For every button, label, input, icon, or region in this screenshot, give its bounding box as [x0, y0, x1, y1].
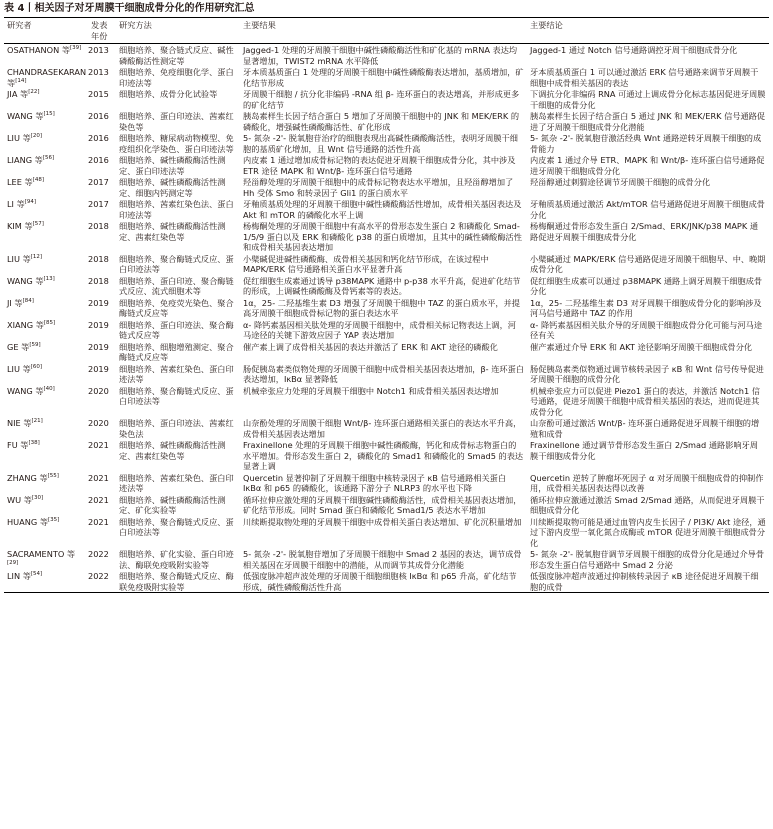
table-row	[4, 570, 769, 593]
reference-number: [94]	[24, 199, 37, 205]
reference-number: [35]	[48, 516, 60, 523]
researcher-name: LIN 等	[7, 571, 31, 581]
cell-year: 2020	[88, 385, 109, 396]
reference-number: [85]	[43, 319, 56, 326]
cell-result: 小檗碱促进碱性磷酸酶、成骨相关基因和钙化结节形成，在该过程中 MAPK/ERK 信号通路相关蛋白水平显著升高	[243, 253, 489, 274]
cell-researcher	[4, 385, 88, 418]
reference-number: [84]	[22, 297, 34, 304]
cell-method: 细胞培养、聚合酶链式反应、蛋白印迹法等	[119, 516, 234, 537]
cell-conclusion: Quercetin 逆转了肿瘤坏死因子 α 对牙周膜干细胞成骨的抑制作用，成骨相关基因表达得以改善	[530, 472, 764, 493]
researcher-name: LEE 等	[7, 177, 33, 187]
table-row	[4, 472, 769, 494]
cell-method: 细胞培养、蛋白印迹法、茜素红染色等	[119, 111, 234, 132]
researcher-name: GE 等	[7, 341, 30, 352]
cell-method: 细胞培养、聚合酶链式反应、蛋白印迹法等	[119, 385, 234, 406]
researcher-name: ZHANG 等	[7, 472, 48, 483]
cell-researcher	[4, 220, 88, 253]
cell-result: 催产素上调了成骨相关基因的表达并激活了 ERK 和 AKT 途径的磷酸化	[243, 341, 498, 352]
reference-number: [57]	[32, 221, 44, 227]
cell-researcher	[4, 44, 88, 67]
cell-result: 牙本质基质蛋白 1 处理的牙周膜干细胞中碱性磷酸酶表达增加，基质增加，矿化结节形成	[243, 67, 524, 88]
researcher-name: SACRAMENTO 等	[7, 549, 76, 559]
table-row	[4, 132, 769, 154]
cell-conclusion: 催产素通过介导 ERK 和 AKT 途径影响牙周膜干细胞成骨分化	[530, 341, 753, 352]
cell-result: 山奈酚处理的牙周膜干细胞 Wnt/β- 连环蛋白通路相关蛋白的表达水平升高，成骨相关基因表达增加	[243, 418, 522, 439]
cell-method: 细胞培养、免疫荧光染色、聚合酶链式反应等	[119, 297, 234, 318]
cell-researcher	[4, 176, 88, 198]
table-row	[4, 363, 769, 385]
header-year: 发表年份	[88, 18, 116, 44]
cell-method: 细胞培养、蛋白印迹、聚合酶链式反应、流式细胞术等	[119, 275, 234, 296]
cell-conclusion: 川续断提取物可能是通过血管内皮生长因子 / PI3K/ Akt 途径，通过下游内皮型一氧化氮合成酶或 mTOR 促进牙周膜干细胞成骨分化	[530, 516, 766, 548]
cell-year: 2013	[88, 45, 109, 55]
cell-year: 2015	[88, 89, 109, 99]
cell-researcher	[4, 132, 88, 154]
cell-method: 细胞培养、碱性磷酸酶活性测定、茜素红染色等	[119, 221, 226, 242]
header-method: 研究方法	[116, 18, 240, 44]
cell-method: 细胞培养、聚合酶链式反应、酶联免疫吸附实验等	[116, 570, 240, 593]
cell-conclusion: 下调抗分化非编码 RNA 可通过上调成骨分化标志基因促进牙周膜干细胞的成骨分化	[530, 89, 766, 110]
cell-conclusion: 肠促胰岛素类似物通过调节核转录因子 κB 和 Wnt 信号传导促进牙周膜干细胞的成骨分化	[530, 363, 764, 384]
table-row	[4, 516, 769, 549]
cell-method: 细胞培养、碱性磷酸酶活性测定、细胞内钙测定等	[119, 177, 226, 198]
cell-researcher	[4, 516, 88, 549]
header-row	[4, 18, 769, 44]
researcher-name: JIA 等	[7, 89, 29, 99]
cell-result: 胰岛素样生长因子结合蛋白 5 增加了牙周膜干细胞中的 JNK 和 MEK/ERK 的磷酸化，增强碱性磷酸酶活性、矿化形成	[243, 111, 520, 132]
cell-year: 2013	[88, 67, 109, 77]
header-researcher: 研究者	[4, 18, 88, 44]
cell-conclusion: Fraxinellone 通过调节骨形态发生蛋白 2/Smad 通路影响牙周膜干细胞成骨分化	[530, 440, 758, 461]
table-row	[4, 297, 769, 319]
reference-number: [48]	[32, 177, 44, 183]
cell-conclusion: α- 降钙素基因相关肽介导的牙周膜干细胞成骨分化可能与河马途径有关	[530, 319, 763, 340]
cell-conclusion: 循环拉伸应激通过激活 Smad 2/Smad 通路，从而促进牙周膜干细胞成骨分化	[530, 494, 765, 515]
cell-conclusion: 机械牵张应力可以促进 Piezo1 蛋白的表达，并激活 Notch1 信号通路，促进牙周膜干细胞中成骨相关基因的表达，进而促进其成骨分化	[530, 385, 760, 417]
cell-year: 2019	[88, 341, 109, 352]
summary-table	[4, 17, 769, 593]
cell-researcher	[4, 363, 88, 385]
cell-conclusion: 山奈酚可通过激活 Wnt/β- 连环蛋白通路促进牙周膜干细胞的增殖和成骨	[530, 418, 760, 439]
table-row	[4, 66, 769, 88]
cell-conclusion: 杨梅酮通过骨形态发生蛋白 2/Smad、ERK/JNK/p38 MAPK 通路促进牙周膜干细胞成骨分化	[530, 221, 759, 242]
table-caption: 表 4丨相关因子对牙周膜干细胞成骨分化的作用研究汇总	[4, 3, 255, 14]
cell-researcher	[4, 275, 88, 297]
reference-number: [21]	[31, 418, 43, 424]
cell-researcher	[4, 198, 88, 220]
cell-result: Jagged-1 处理的牙周膜干细胞中碱性磷酸酶活性和矿化基的 mRNA 表达均显著增加，TWIST2 mRNA 水平降低	[243, 45, 518, 66]
cell-year: 2017	[88, 199, 109, 209]
table-row	[4, 154, 769, 176]
reference-number: [40]	[43, 385, 55, 392]
reference-number: [12]	[30, 253, 43, 260]
cell-year: 2016	[88, 133, 109, 143]
reference-number: [39]	[70, 45, 82, 51]
cell-conclusion: 5- 氮杂 -2'- 脱氧胞苷激活经典 Wnt 通路逆转牙周膜干细胞的成骨能力	[530, 133, 762, 154]
reference-number: [60]	[30, 363, 43, 370]
cell-method: 细胞培养、蛋白印迹法、茜素红染色法	[119, 418, 234, 439]
researcher-name: LI 等	[7, 199, 25, 209]
researcher-name: OSATHANON 等	[7, 45, 71, 55]
cell-researcher	[4, 472, 88, 494]
reference-number: [15]	[43, 111, 55, 117]
researcher-name: WANG 等	[7, 385, 44, 396]
researcher-name: LIU 等	[7, 363, 31, 374]
reference-number: [29]	[7, 559, 19, 566]
cell-year: 2018	[88, 221, 109, 231]
reference-number: [20]	[30, 133, 43, 139]
cell-year: 2017	[88, 177, 109, 187]
table-row	[4, 220, 769, 253]
researcher-name: HUANG 等	[7, 516, 49, 527]
cell-method: 细胞培养、细胞增殖测定、聚合酶链式反应等	[119, 341, 234, 362]
cell-method: 细胞培养、碱性磷酸酶活性测定、茜素红染色等	[119, 440, 226, 461]
cell-researcher	[4, 417, 88, 439]
cell-conclusion: 5- 氮杂 -2'- 脱氧胞苷调节牙周膜干细胞的成骨分化是通过介导骨形态发生蛋白信号通路中 Smad 2 分泌	[530, 549, 765, 570]
cell-researcher	[4, 439, 88, 472]
cell-method: 细胞培养、聚合酶链式反应、蛋白印迹法等	[119, 253, 234, 274]
reference-number: [30]	[31, 494, 44, 501]
cell-method: 细胞培养、碱性磷酸酶活性测定、矿化实验等	[119, 494, 226, 515]
cell-researcher	[4, 66, 88, 88]
cell-researcher	[4, 341, 88, 363]
researcher-name: KIM 等	[7, 221, 33, 231]
table-row	[4, 198, 769, 220]
researcher-name: WANG 等	[7, 275, 44, 286]
cell-year: 2016	[88, 111, 109, 121]
table-row	[4, 88, 769, 110]
cell-conclusion: 牙釉质基质通过激活 Akt/mTOR 信号通路促进牙周膜干细胞成骨分化	[530, 199, 765, 220]
cell-conclusion: 促红细胞生成素可以通过 p38MAPK 通路上调牙周膜干细胞成骨分化	[530, 275, 763, 296]
cell-conclusion: 羟甾醇通过刺猬途径调节牙周膜干细胞的成骨分化	[530, 177, 711, 187]
cell-researcher	[4, 154, 88, 176]
cell-year: 2019	[88, 363, 109, 374]
researcher-name: LIU 等	[7, 133, 31, 143]
cell-researcher	[4, 494, 88, 516]
cell-method: 细胞培养、聚合链式反应、碱性磷酸酶活性测定等	[119, 45, 234, 66]
cell-conclusion: 牙本质基质蛋白 1 可以通过激活 ERK 信号通路来调节牙周膜干细胞中成骨相关基因的表达	[530, 67, 759, 88]
header-conclusion: 主要结论	[527, 18, 769, 44]
cell-year: 2018	[88, 275, 109, 286]
reference-number: [14]	[15, 77, 27, 84]
reference-number: [38]	[28, 440, 40, 446]
table-row	[4, 44, 769, 67]
researcher-name: WANG 等	[7, 111, 44, 121]
researcher-name: XIANG 等	[7, 319, 44, 330]
table-row	[4, 494, 769, 516]
table-row	[4, 385, 769, 418]
cell-conclusion: 低强度脉冲超声波通过抑制核转录因子 κB 途径促进牙周膜干细胞的成骨	[527, 570, 769, 593]
cell-method: 细胞培养、茜素红染色、蛋白印迹法等	[119, 472, 234, 493]
reference-number: [54]	[30, 571, 43, 577]
researcher-name: JI 等	[7, 297, 23, 308]
reference-number: [22]	[28, 89, 40, 95]
cell-year: 2016	[88, 155, 109, 165]
cell-year: 2021	[88, 440, 109, 450]
cell-result: 牙釉质基质处理的牙周膜干细胞中碱性磷酸酶活性增加，成骨相关基因表达及 Akt 和 mTOR 的磷酸化水平上调	[243, 199, 522, 220]
table-row	[4, 275, 769, 297]
cell-result: Fraxinellone 处理的牙周膜干细胞中碱性磷酸酶，钙化和成骨标志物蛋白的水平增加。骨形态发生蛋白 2，磷酸化的 Smad1 和磷酸化的 Smad5 的表达显著上调	[243, 440, 524, 471]
cell-conclusion: Jagged-1 通过 Notch 信号通路调控牙周干细胞成骨分化	[530, 45, 738, 55]
table-row	[4, 439, 769, 472]
cell-result: 循环拉伸应激处理的牙周膜干细胞碱性磷酸酶活性，成骨相关基因表达增加，矿化结节形成。同时 Smad 蛋白和磷酸化 Smad1/5 表达水平增加	[243, 494, 522, 515]
cell-researcher	[4, 297, 88, 319]
cell-year: 2019	[88, 297, 109, 308]
cell-result: 肠促胰岛素类似物处理的牙周膜干细胞中成骨相关基因表达增加，β- 连环蛋白表达增加，IκBα 显著降低	[243, 363, 524, 384]
cell-year: 2019	[88, 319, 109, 330]
cell-conclusion: 胰岛素样生长因子结合蛋白 5 通过 JNK 和 MEK/ERK 信号通路促进了牙周膜干细胞成骨分化潜能	[530, 111, 766, 132]
researcher-name: NIE 等	[7, 418, 32, 428]
cell-method: 细胞培养、碱性磷酸酶活性测定、蛋白印迹法等	[119, 155, 226, 176]
cell-method: 细胞培养、免疫细胞化学、蛋白印迹法等	[119, 67, 234, 88]
cell-method: 细胞培养、茜素红染色法、蛋白印迹法等	[119, 199, 234, 220]
cell-result: 促红细胞生成素通过诱导 p38MAPK 通路中 p-p38 水平升高，促进矿化结节的形成，上调碱性磷酸酶及骨钙素等的表达。	[243, 275, 521, 296]
cell-conclusion: 小檗碱通过 MAPK/ERK 信号通路促进牙周膜干细胞早、中、晚期成骨分化	[530, 253, 766, 274]
cell-result: α- 降钙素基因相关肽处理的牙周膜干细胞中，成骨相关标记物表达上调，河马途径的关键下游效应因子 YAP 表达增加	[243, 319, 516, 340]
cell-method: 细胞培养、矿化实验、蛋白印迹法、酶联免疫吸附实验等	[119, 549, 234, 570]
cell-year: 2020	[88, 418, 109, 428]
reference-number: [56]	[42, 155, 55, 161]
table-row	[4, 341, 769, 363]
cell-result: 川续断提取物处理的牙周膜干细胞中成骨相关蛋白表达增加、矿化沉积量增加	[243, 516, 522, 527]
cell-result: 5- 氮杂 -2'- 脱氧胞苷治疗的细胞表现出高碱性磷酸酶活性，表明牙周膜干细胞的基质矿化增加，且 Wnt 信号通路的活性升高	[243, 133, 518, 154]
cell-year: 2022	[88, 549, 109, 559]
cell-conclusion: 1α，25- 二羟基维生素 D3 对牙周膜干细胞成骨分化的影响涉及河马信号通路中 TAZ 的作用	[530, 297, 762, 318]
table-row	[4, 417, 769, 439]
table-row	[4, 110, 769, 132]
cell-result: 机械牵张应力处理的牙周膜干细胞中 Notch1 和成骨相关基因表达增加	[243, 385, 499, 396]
cell-result: 牙周膜干细胞 / 抗分化非编码 -RNA 组 β- 连环蛋白的表达增高，并形成更多的矿化结节	[243, 89, 520, 110]
cell-researcher	[4, 253, 88, 275]
researcher-name: WU 等	[7, 494, 32, 505]
cell-method: 细胞培养、茜素红染色、蛋白印迹法等	[119, 363, 234, 384]
cell-researcher	[4, 319, 88, 341]
cell-result: 杨梅酮处理的牙周膜干细胞中有高水平的骨形态发生蛋白 2 和磷酸化 Smad-1/5/9 蛋白以及 ERK 和磷酸化 p38 的蛋白质增加，且其中的碱性磷酸酶活性和成骨相关基因表达增加	[243, 221, 522, 252]
cell-year: 2021	[88, 472, 109, 483]
table-row	[4, 176, 769, 198]
cell-year: 2022	[88, 570, 116, 593]
cell-result: 低强度脉冲超声波处理的牙周膜干细胞细胞核 IκBα 和 p65 升高，矿化结节形成，碱性磷酸酶活性升高	[240, 570, 527, 593]
cell-researcher	[4, 110, 88, 132]
cell-result: 羟甾醇处理的牙周膜干细胞中的成骨标记物表达水平增加，且羟甾醇增加了 Hh 受体 Smo 和转录因子 Gli1 的蛋白质水平	[243, 177, 514, 198]
cell-result: 内皮素 1 通过增加成骨标记物的表达促进牙周膜干细胞成骨分化，其中涉及 ETR 途径 MAPK 和 Wnt/β- 连环蛋白信号通路	[243, 155, 516, 176]
cell-researcher	[4, 548, 88, 570]
cell-year: 2021	[88, 516, 109, 527]
researcher-name: LIANG 等	[7, 155, 43, 165]
header-result: 主要结果	[240, 18, 527, 44]
cell-result: Quercetin 显著抑制了牙周膜干细胞中核转录因子 κB 信号通路相关蛋白 IκBα 和 p65 的磷酸化，该通路下游分子 NLRP3 的水平也下降	[243, 472, 507, 493]
cell-researcher	[4, 570, 88, 593]
cell-year: 2021	[88, 494, 109, 505]
reference-number: [59]	[29, 341, 41, 348]
researcher-name: FU 等	[7, 440, 29, 450]
table-row	[4, 319, 769, 341]
cell-result: 5- 氮杂 -2'- 脱氧胞苷增加了牙周膜干细胞中 Smad 2 基因的表达，调节成骨相关基因在牙周膜干细胞中的潜能，从而调节其成骨分化潜能	[243, 549, 522, 570]
researcher-name: LIU 等	[7, 253, 31, 264]
table-row	[4, 548, 769, 570]
researcher-name: CHANDRASEKARAN 等	[7, 67, 87, 88]
cell-conclusion: 内皮素 1 通过介导 ETR、MAPK 和 Wnt/β- 连环蛋白信号通路促进牙周膜干细胞成骨分化	[530, 155, 765, 176]
reference-number: [13]	[43, 275, 55, 282]
cell-method: 细胞培养、蛋白印迹法、聚合酶链式反应等	[119, 319, 234, 340]
cell-result: 1α，25- 二羟基维生素 D3 增强了牙周膜干细胞中 TAZ 的蛋白质水平，并提高牙周膜干细胞成骨标记物的蛋白表达水平	[243, 297, 520, 318]
reference-number: [55]	[47, 472, 59, 479]
cell-method: 细胞培养、成骨分化试验等	[119, 89, 218, 99]
cell-year: 2018	[88, 253, 109, 264]
cell-method: 细胞培养、糖尿病动物模型、免疫组织化学染色、蛋白印迹法等	[119, 133, 234, 154]
cell-researcher	[4, 88, 88, 110]
table-row	[4, 253, 769, 275]
